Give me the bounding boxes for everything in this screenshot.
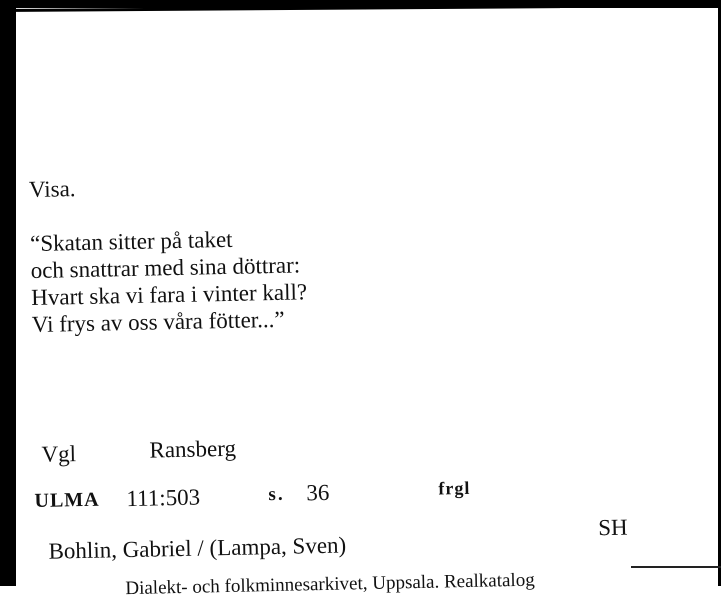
category-code: frgl [438, 477, 471, 499]
poem-line: Hvart ska vi fara i vinter kall? [30, 279, 308, 311]
page-number: 36 [306, 479, 330, 506]
archive-footer: Dialekt- och folkminnesarkivet, Uppsala. Realkatalog [125, 569, 535, 600]
parish-name: Ransberg [149, 435, 237, 463]
page-label: s. [268, 483, 285, 506]
poem-line: “Skatan sitter på taket [29, 226, 233, 257]
signature-code: SH [597, 514, 628, 541]
poem-text [30, 224, 308, 338]
archive-code: ULMA [34, 488, 100, 513]
informant-collector: Bohlin, Gabriel / (Lampa, Sven) [48, 532, 347, 564]
province-label: Vgl [41, 441, 77, 467]
archive-card [4, 0, 718, 600]
poem-line: och snattrar med sina döttrar: [30, 252, 301, 284]
shelf-number: 111:503 [126, 484, 201, 512]
card-title: Visa. [28, 176, 76, 203]
poem-line: Vi frys av oss våra fötter...” [31, 306, 285, 338]
